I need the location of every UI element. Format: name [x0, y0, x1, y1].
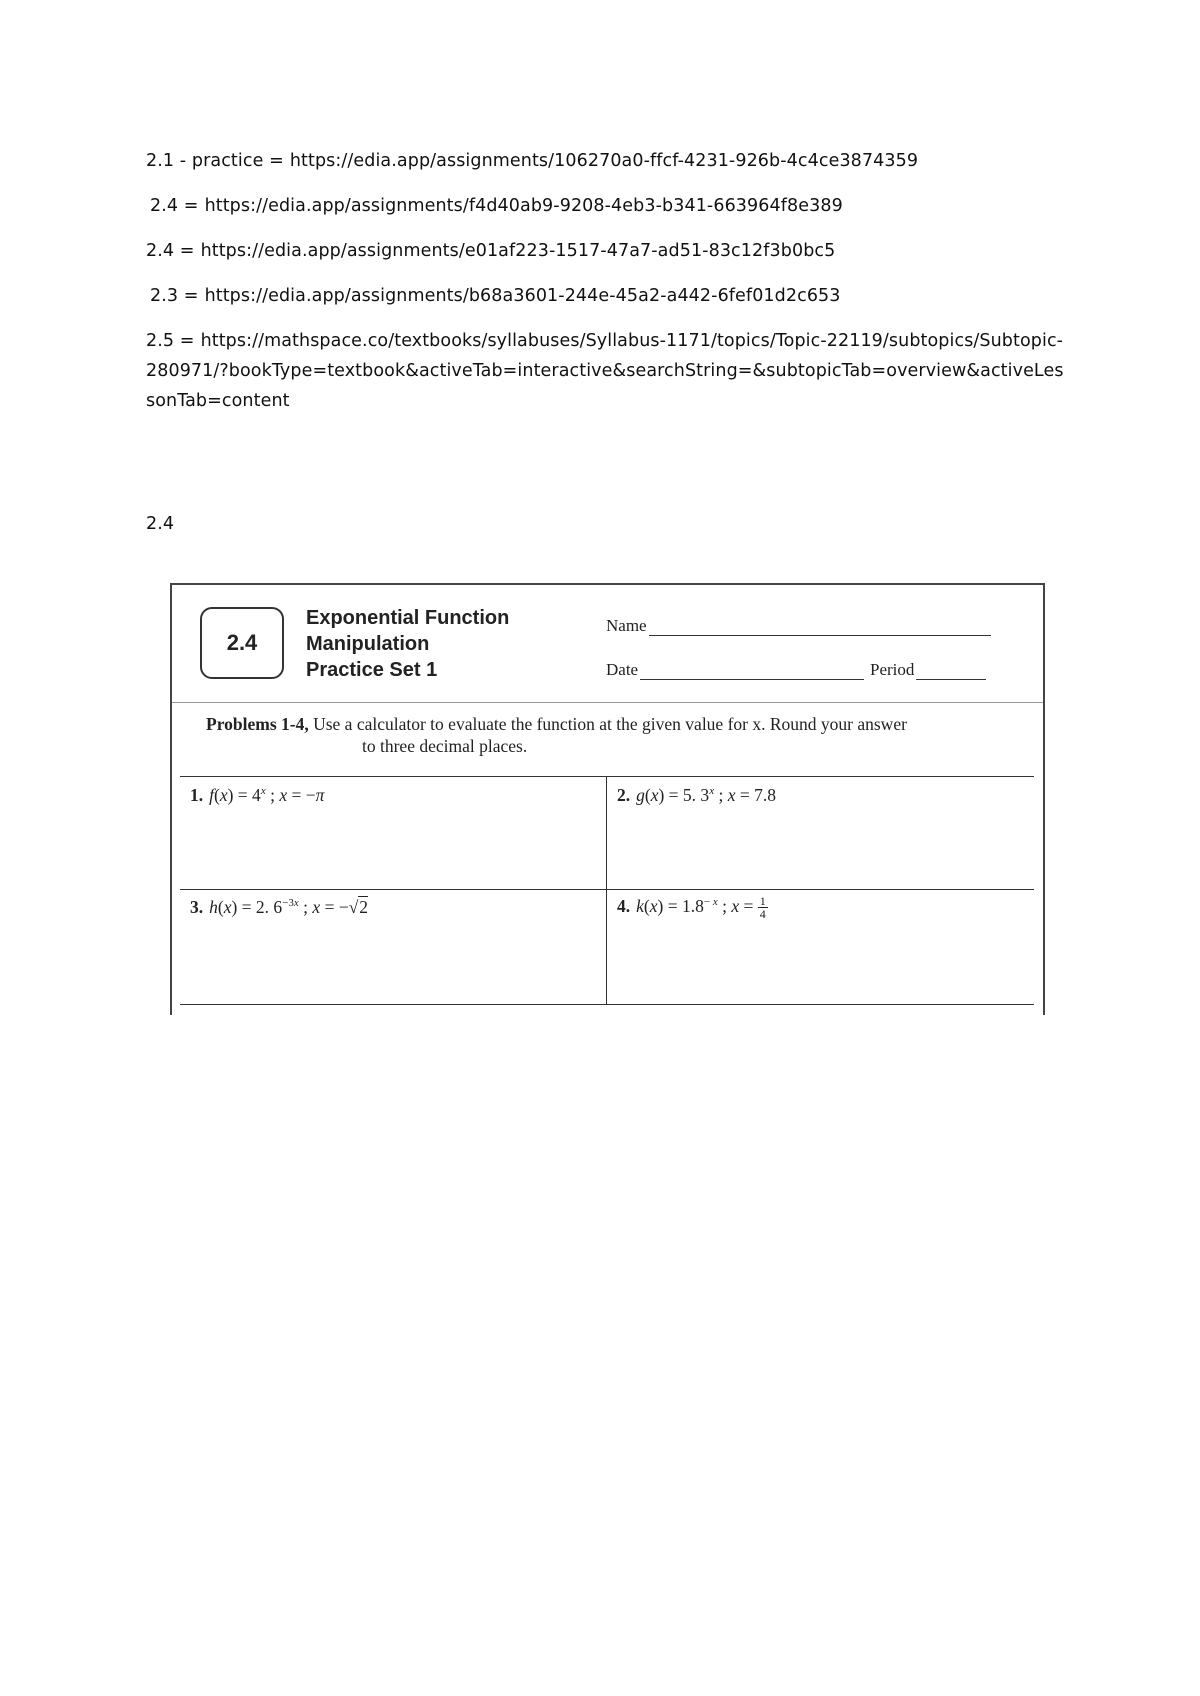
problem-3: [190, 897, 368, 918]
link-url[interactable]: https://edia.app/assignments/106270a0-ffcf-4231-926b-4c4ce3874359: [289, 151, 919, 171]
link-line-1: [146, 146, 918, 176]
link-line-5: [146, 326, 1066, 416]
link-label: 2.4 =: [150, 196, 199, 216]
instructions-lead: Problems 1-4,: [206, 714, 309, 734]
problem-expression: g(x) = 5. 3$^x$ ; x = 7.8: [636, 785, 776, 805]
worksheet-image: [170, 583, 1045, 1015]
section-heading: 2.4: [146, 514, 175, 534]
link-label: 2.3 =: [150, 286, 199, 306]
problem-number: 4.: [617, 895, 631, 916]
problem-grid: [180, 776, 1034, 1005]
link-label: 2.1 - practice =: [146, 151, 284, 171]
link-line-3: [146, 236, 835, 266]
link-label: 2.4 =: [146, 241, 195, 261]
link-url[interactable]: https://edia.app/assignments/b68a3601-244e-45a2-a442-6fef01d2c653: [204, 286, 841, 306]
problem-4: [617, 895, 768, 920]
name-line: [649, 619, 991, 636]
link-line-2: [150, 191, 843, 221]
grid-divider: [606, 777, 607, 1004]
worksheet-title-line: Manipulation: [306, 633, 430, 655]
name-field: [606, 616, 991, 636]
period-field: [870, 660, 986, 680]
problem-number: 2.: [617, 785, 631, 805]
problem-expression: $k(x) = 1.8^{- x}$ ; x = $\frac{1}{4}$: [636, 894, 766, 921]
instructions-continuation: to three decimal places.: [362, 736, 528, 756]
period-line: [916, 663, 986, 680]
problem-2: [617, 785, 776, 806]
grid-divider: [180, 889, 1034, 890]
header-divider: [172, 702, 1043, 703]
worksheet-title: [306, 605, 509, 683]
date-field: [606, 660, 864, 680]
problem-number: 3.: [190, 897, 204, 917]
worksheet-title-line: Exponential Function: [306, 607, 510, 629]
instructions-text: Use a calculator to evaluate the function at the given value for x. Round your answer: [313, 714, 907, 734]
worksheet-section-badge: 2.4: [200, 607, 284, 679]
link-url[interactable]: https://edia.app/assignments/f4d40ab9-9208-4eb3-b341-663964f8e389: [204, 196, 843, 216]
problem-1: [190, 785, 324, 806]
period-label: Period: [870, 660, 915, 679]
date-label: Date: [606, 660, 639, 679]
instructions: [206, 713, 1016, 757]
link-url[interactable]: https://edia.app/assignments/e01af223-1517-47a7-ad51-83c12f3b0bc5: [200, 241, 836, 261]
name-label: Name: [606, 616, 647, 635]
link-line-4: [150, 281, 841, 311]
problem-number: 1.: [190, 785, 204, 805]
date-line: [640, 663, 864, 680]
link-url[interactable]: https://mathspace.co/textbooks/syllabuses/Syllabus-1171/topics/Topic-22119/subtopics/Subtopic-280971/?bookType=textbook&activeTab=interactive&searchString=&subtopicTab=overview&activeLessonTab=content: [146, 331, 1064, 411]
link-label: 2.5 =: [146, 331, 195, 351]
worksheet-title-line: Practice Set 1: [306, 659, 438, 681]
problem-expression: h(x) = 2. $6^{-3x}$ ; x = −√2: [209, 897, 369, 917]
problem-expression: $f(x) = 4^x$ ; x = −π: [209, 785, 325, 805]
